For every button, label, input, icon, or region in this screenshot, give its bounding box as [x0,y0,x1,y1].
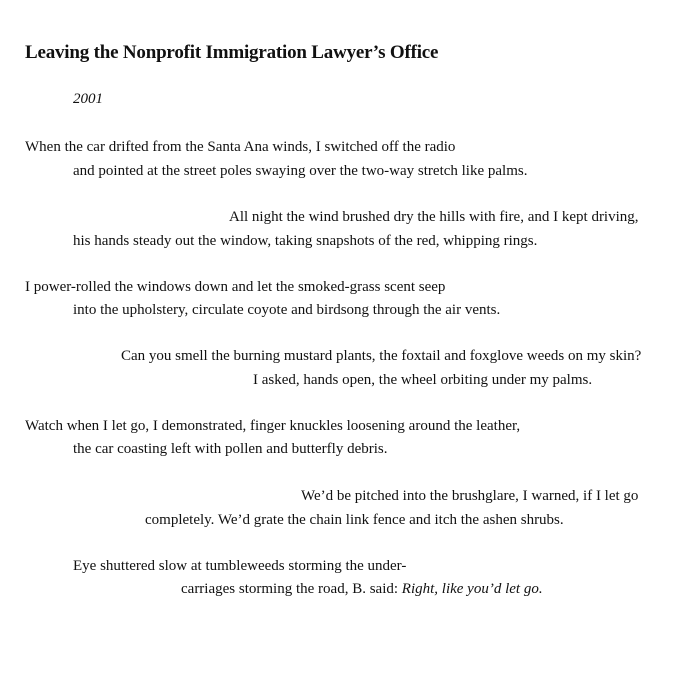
poem-line-8: I asked, hands open, the wheel orbiting under my palms. [253,372,593,388]
poem-line-12: completely. We’d grate the chain link fence and itch the ashen shrubs. [145,512,564,528]
poem-line-4: his hands steady out the window, taking snapshots of the red, whipping rings. [73,233,538,249]
poem-date: 2001 [73,91,103,107]
poem-line-3: All night the wind brushed dry the hills with fire, and I kept driving, [229,209,639,225]
poem-line-2: and pointed at the street poles swaying over the two-way stretch like palms. [73,163,528,179]
poem-line-13: Eye shuttered slow at tumbleweeds storming the under- [73,558,407,574]
poem-line-6: into the upholstery, circulate coyote and birdsong through the air vents. [73,302,501,318]
poem-line-7: Can you smell the burning mustard plants, the foxtail and foxglove weeds on my skin? [121,348,642,364]
poem-line-14-text: carriages storming the road, B. said: [181,581,402,597]
poem-line-5: I power-rolled the windows down and let the smoked-grass scent seep [25,279,446,295]
poem-line-9: Watch when I let go, I demonstrated, finger knuckles loosening around the leather, [25,418,521,434]
poem-title: Leaving the Nonprofit Immigration Lawyer’s Office [25,42,439,63]
poem-line-1: When the car drifted from the Santa Ana winds, I switched off the radio [25,139,456,155]
poem-final-italic: Right, like you’d let go. [401,581,543,597]
poem-line-11: We’d be pitched into the brushglare, I warned, if I let go [301,488,639,504]
poem-line-14 [181,580,543,598]
poem-line-10: the car coasting left with pollen and butterfly debris. [73,441,388,457]
